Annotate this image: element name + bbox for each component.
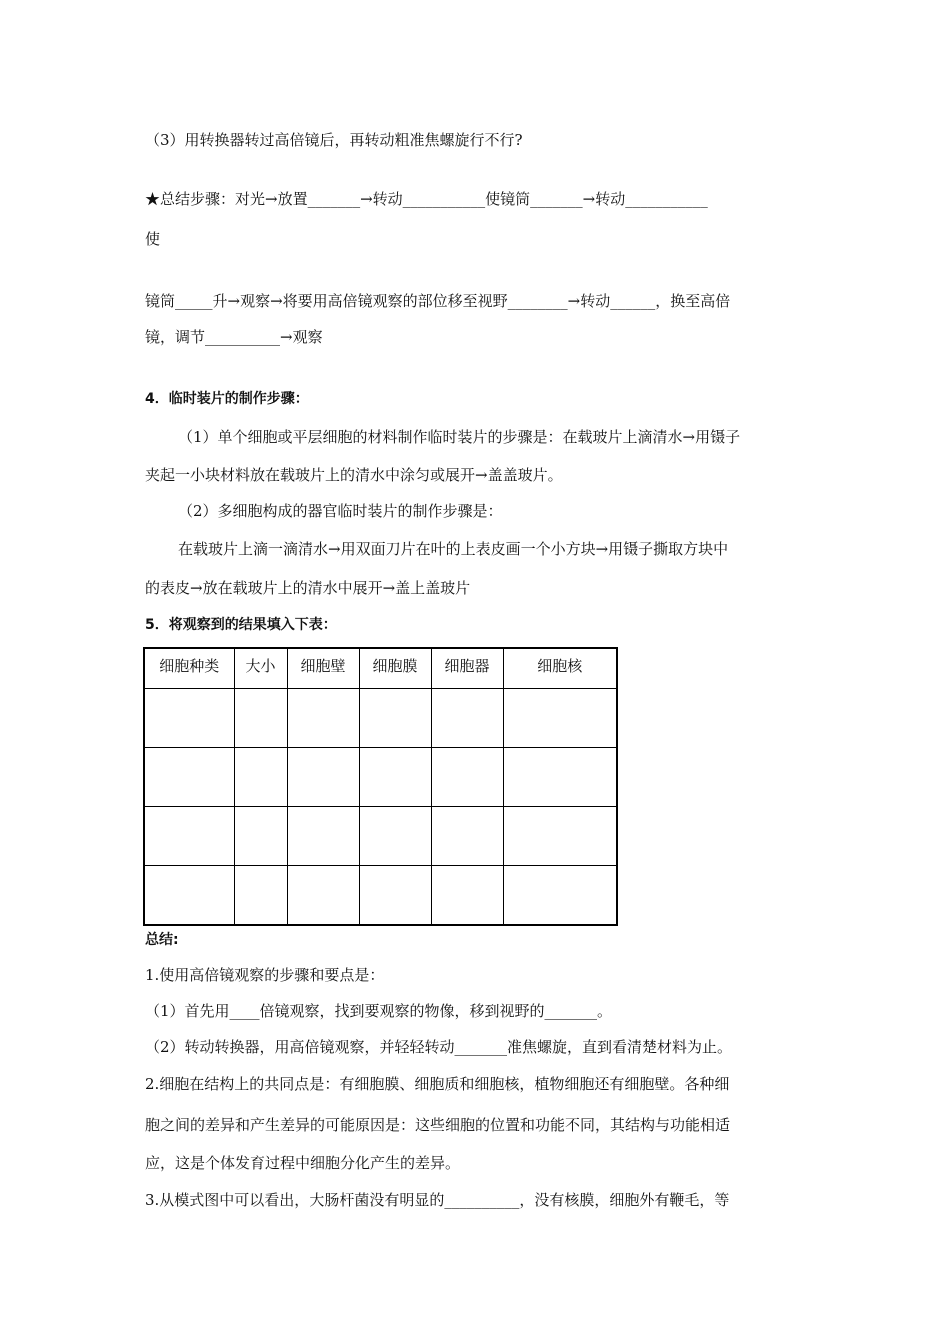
table-cell[interactable]	[234, 807, 287, 866]
header-cell-type: 细胞种类	[144, 648, 234, 689]
section-4-para-1-line-2: 夹起一小块材料放在载玻片上的清水中涂匀或展开→盖盖玻片。	[145, 466, 563, 484]
header-nucleus: 细胞核	[503, 648, 617, 689]
table-cell[interactable]	[144, 748, 234, 807]
question-3: （3）用转换器转过高倍镜后，再转动粗准焦螺旋行不行?	[145, 131, 523, 149]
section-4-heading: 4．临时装片的制作步骤：	[145, 391, 309, 407]
results-table	[143, 647, 618, 926]
table-row	[144, 807, 617, 866]
table-cell[interactable]	[431, 748, 503, 807]
table-cell[interactable]	[287, 807, 359, 866]
section-4-para-2-line-2: 在载玻片上滴一滴清水→用双面刀片在叶的上表皮画一个小方块→用镊子撕取方块中	[178, 540, 729, 558]
section-5-heading: 5．将观察到的结果填入下表：	[145, 617, 337, 633]
table-cell[interactable]	[287, 689, 359, 748]
section-4-para-1-line-1: （1）单个细胞或平层细胞的材料制作临时装片的步骤是：在载玻片上滴清水→用镊子	[178, 428, 741, 446]
summary-steps-line-4: 镜，调节__________→观察	[145, 328, 323, 346]
conclusion-item-1a: （1）首先用____倍镜观察，找到要观察的物像，移到视野的_______。	[145, 1002, 613, 1020]
table-row	[144, 748, 617, 807]
table-cell[interactable]	[431, 807, 503, 866]
section-4-para-2-line-1: （2）多细胞构成的器官临时装片的制作步骤是：	[178, 502, 503, 520]
table-cell[interactable]	[144, 866, 234, 926]
table-cell[interactable]	[359, 748, 431, 807]
header-cell-wall: 细胞壁	[287, 648, 359, 689]
table-header-row	[144, 648, 617, 689]
table-cell[interactable]	[503, 748, 617, 807]
header-organelles: 细胞器	[431, 648, 503, 689]
table-cell[interactable]	[234, 748, 287, 807]
conclusion-heading: 总结:	[145, 932, 179, 948]
table-cell[interactable]	[234, 866, 287, 926]
table-cell[interactable]	[431, 689, 503, 748]
conclusion-item-2-line-1: 2.细胞在结构上的共同点是：有细胞膜、细胞质和细胞核，植物细胞还有细胞壁。各种细	[145, 1075, 730, 1093]
table-cell[interactable]	[144, 689, 234, 748]
table-cell[interactable]	[287, 748, 359, 807]
conclusion-item-1b: （2）转动转换器，用高倍镜观察，并轻轻转动_______准焦螺旋，直到看清楚材料为止。	[145, 1038, 733, 1056]
table-row	[144, 866, 617, 926]
header-size: 大小	[234, 648, 287, 689]
table-cell[interactable]	[503, 689, 617, 748]
header-cell-membrane: 细胞膜	[359, 648, 431, 689]
table-cell[interactable]	[144, 807, 234, 866]
table-cell[interactable]	[503, 866, 617, 926]
conclusion-item-2-line-3: 应，这是个体发育过程中细胞分化产生的差异。	[145, 1154, 461, 1172]
section-4-para-2-line-3: 的表皮→放在载玻片上的清水中展开→盖上盖玻片	[145, 579, 471, 597]
summary-steps-line-2: 使	[145, 230, 161, 248]
table-cell[interactable]	[359, 689, 431, 748]
table-cell[interactable]	[431, 866, 503, 926]
table-cell[interactable]	[359, 866, 431, 926]
conclusion-item-1: 1.使用高倍镜观察的步骤和要点是：	[145, 966, 385, 984]
conclusion-item-3: 3.从模式图中可以看出，大肠杆菌没有明显的__________，没有核膜，细胞外有鞭毛，等	[145, 1191, 730, 1209]
table-cell[interactable]	[503, 807, 617, 866]
table-row	[144, 689, 617, 748]
summary-steps-line-1: ★总结步骤：对光→放置_______→转动___________使镜筒_______→转动___________	[145, 190, 708, 208]
table-cell[interactable]	[359, 807, 431, 866]
summary-steps-line-3: 镜筒_____升→观察→将要用高倍镜观察的部位移至视野________→转动______，换至高倍	[145, 292, 731, 310]
table-cell[interactable]	[234, 689, 287, 748]
conclusion-item-2-line-2: 胞之间的差异和产生差异的可能原因是：这些细胞的位置和功能不同，其结构与功能相适	[145, 1116, 731, 1134]
table-cell[interactable]	[287, 866, 359, 926]
